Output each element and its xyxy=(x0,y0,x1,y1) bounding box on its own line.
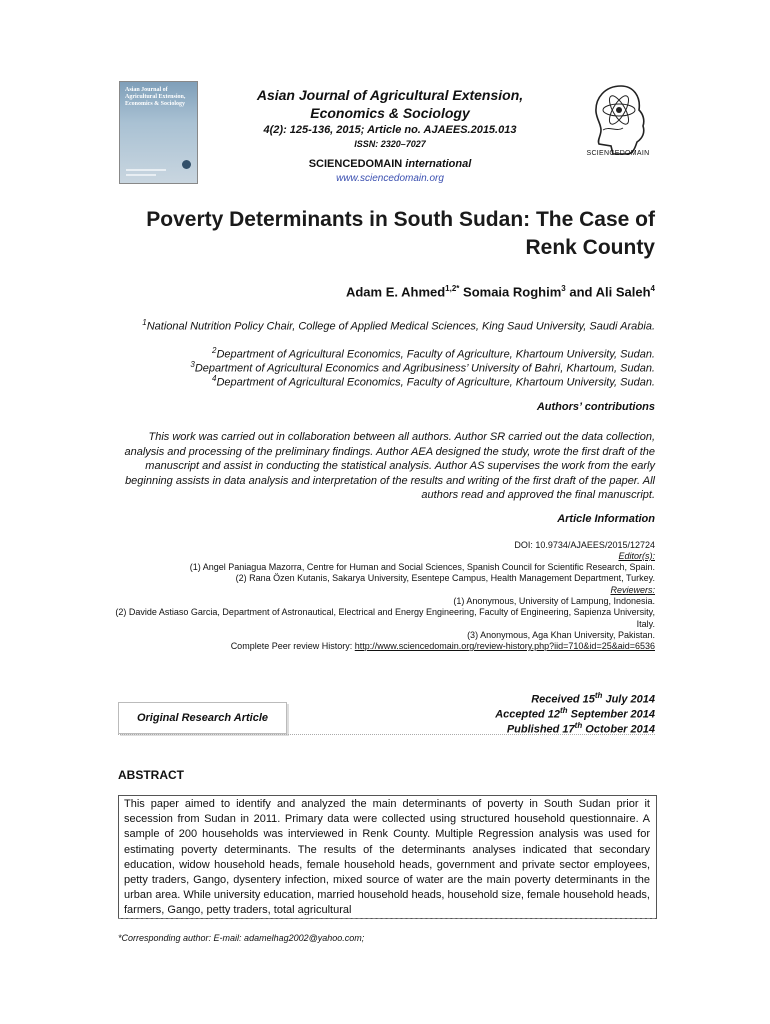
affiliation xyxy=(110,316,655,334)
date-text: September 2014 xyxy=(567,708,655,721)
cover-title: Asian Journal of Agricultural Extension, Economics & Sociology xyxy=(125,87,186,107)
date-text: Published 17 xyxy=(506,723,575,736)
affiliation-sup: 3 xyxy=(190,360,195,369)
author-joiner: and xyxy=(569,284,593,300)
abstract-heading: ABSTRACT xyxy=(118,768,184,782)
abstract-text: This paper aimed to identify and analyzed the main determinants of poverty in South Sudan prior it secession from Sudan in 2011. Primary data were collected using structured household questionnaire. A sample of 200 households was interviewed in Renk County. Multiple Regression analysis was used for estimating poverty determinants. The results of the determinants analyses indicated that secondary education, widow household heads, female household heads, government and private sector employees, petty traders, Gango, dysentery infection, mixed source of water are the main poverty determinants in the urban area. While university education, married household heads, household size, female household heads, farmers, Gango, petty traders, total agricultural xyxy=(124,798,650,915)
article-title: Poverty Determinants in South Sudan: The Case of Renk County xyxy=(146,208,655,259)
divider xyxy=(118,918,655,919)
date-text: July 2014 xyxy=(602,693,655,706)
date-received xyxy=(440,691,655,706)
journal-volume: 4(2): 125-136, 2015; Article no. AJAEES.2015.013 xyxy=(263,124,517,136)
review-history xyxy=(112,641,655,653)
date-text: October 2014 xyxy=(582,723,655,736)
article-type-badge: Original Research Article xyxy=(118,702,287,734)
publisher-suffix: international xyxy=(405,158,472,170)
contributions-text: This work was carried out in collaboration between all authors. Author SR carried out the data collection, analysis and processing of the preliminary findings. Author AEA designed the study, wrote the first draft of the manuscript and assist in conducting the statistical analysis. Author AS supervises the work from the early beginning assists in data analysis and interpretation of the results and writing of the first draft of the paper. All authors read and approved the final manuscript. xyxy=(124,431,655,501)
journal-title: Asian Journal of Agricultural Extension, Economics & Sociology xyxy=(256,87,524,121)
affiliation xyxy=(110,372,655,390)
author-sup: 3 xyxy=(561,284,566,293)
author-list xyxy=(200,284,655,299)
article-info-heading: Article Information xyxy=(557,513,655,525)
logo-caption: SCIENCEDOMAIN xyxy=(586,150,650,157)
review-history-link[interactable]: http://www.sciencedomain.org/review-history.php?iid=710&id=25&aid=6536 xyxy=(354,641,655,651)
date-sup: th xyxy=(560,706,568,715)
affiliation-sup: 4 xyxy=(211,374,217,383)
doi: DOI: 10.9734/AJAEES/2015/12724 xyxy=(514,540,655,550)
editors-label: Editor(s): xyxy=(618,551,655,561)
editor-entry: (1) Angel Paniagua Mazorra, Centre for Human and Social Sciences, Spanish Council for Scientific Research, Spain. xyxy=(189,562,655,572)
author-name: Adam E. Ahmed xyxy=(345,284,446,300)
reviewer-entry: (1) Anonymous, University of Lampung, Indonesia. xyxy=(453,596,655,606)
reviewer-entry: (3) Anonymous, Aga Khan University, Pakistan. xyxy=(467,630,655,640)
affiliation-text: Department of Agricultural Economics, Faculty of Agriculture, Khartoum University, Sudan. xyxy=(216,376,655,389)
date-text: Received 15 xyxy=(531,693,595,706)
publisher-line xyxy=(230,158,550,170)
journal-issn: ISSN: 2320–7027 xyxy=(354,139,426,149)
affiliation-sup: 1 xyxy=(142,318,147,327)
cover-decoration xyxy=(126,169,166,171)
publisher-name: SCIENCEDOMAIN xyxy=(308,158,403,170)
date-sup: th xyxy=(574,721,583,730)
author-sup: 4 xyxy=(650,284,655,293)
sciencedomain-logo-icon xyxy=(587,80,649,160)
review-history-label: Complete Peer review History: xyxy=(230,641,355,651)
reviewers-label: Reviewers: xyxy=(610,585,655,595)
divider xyxy=(118,734,655,735)
journal-cover-image xyxy=(119,81,198,184)
reviewer-entry: (2) Davide Astiaso Garcia, Department of Astronautical, Electrical and Energy Engineering, Faculty of Engineering, Sapienza University, Italy. xyxy=(115,607,655,629)
editor-entry: (2) Rana Özen Kutanis, Sakarya University, Esentepe Campus, Health Management Department, Turkey. xyxy=(235,573,655,583)
affiliation-text: Department of Agricultural Economics, Faculty of Agriculture, Khartoum University, Sudan. xyxy=(216,348,655,361)
cover-decoration xyxy=(126,174,156,176)
author-name: Somaia Roghim xyxy=(463,284,562,300)
affiliation-text: Department of Agricultural Economics and Agribusiness’ University of Bahri, Khartoum, Sudan. xyxy=(194,362,655,375)
author-name: Ali Saleh xyxy=(595,284,651,300)
author-sup: 1,2* xyxy=(445,284,460,293)
cover-emblem-icon xyxy=(182,160,191,169)
date-sup: th xyxy=(594,691,603,700)
date-accepted xyxy=(440,706,655,721)
publisher-url[interactable]: www.sciencedomain.org xyxy=(336,173,444,184)
date-text: Accepted 12 xyxy=(495,708,560,721)
affiliation-sup: 2 xyxy=(211,346,217,355)
contributions-heading: Authors’ contributions xyxy=(536,401,655,413)
affiliation-text: National Nutrition Policy Chair, College of Applied Medical Sciences, King Saud University, Saudi Arabia. xyxy=(146,320,655,333)
corresponding-author-footnote: *Corresponding author: E-mail: adamelhag2002@yahoo.com; xyxy=(118,933,365,943)
